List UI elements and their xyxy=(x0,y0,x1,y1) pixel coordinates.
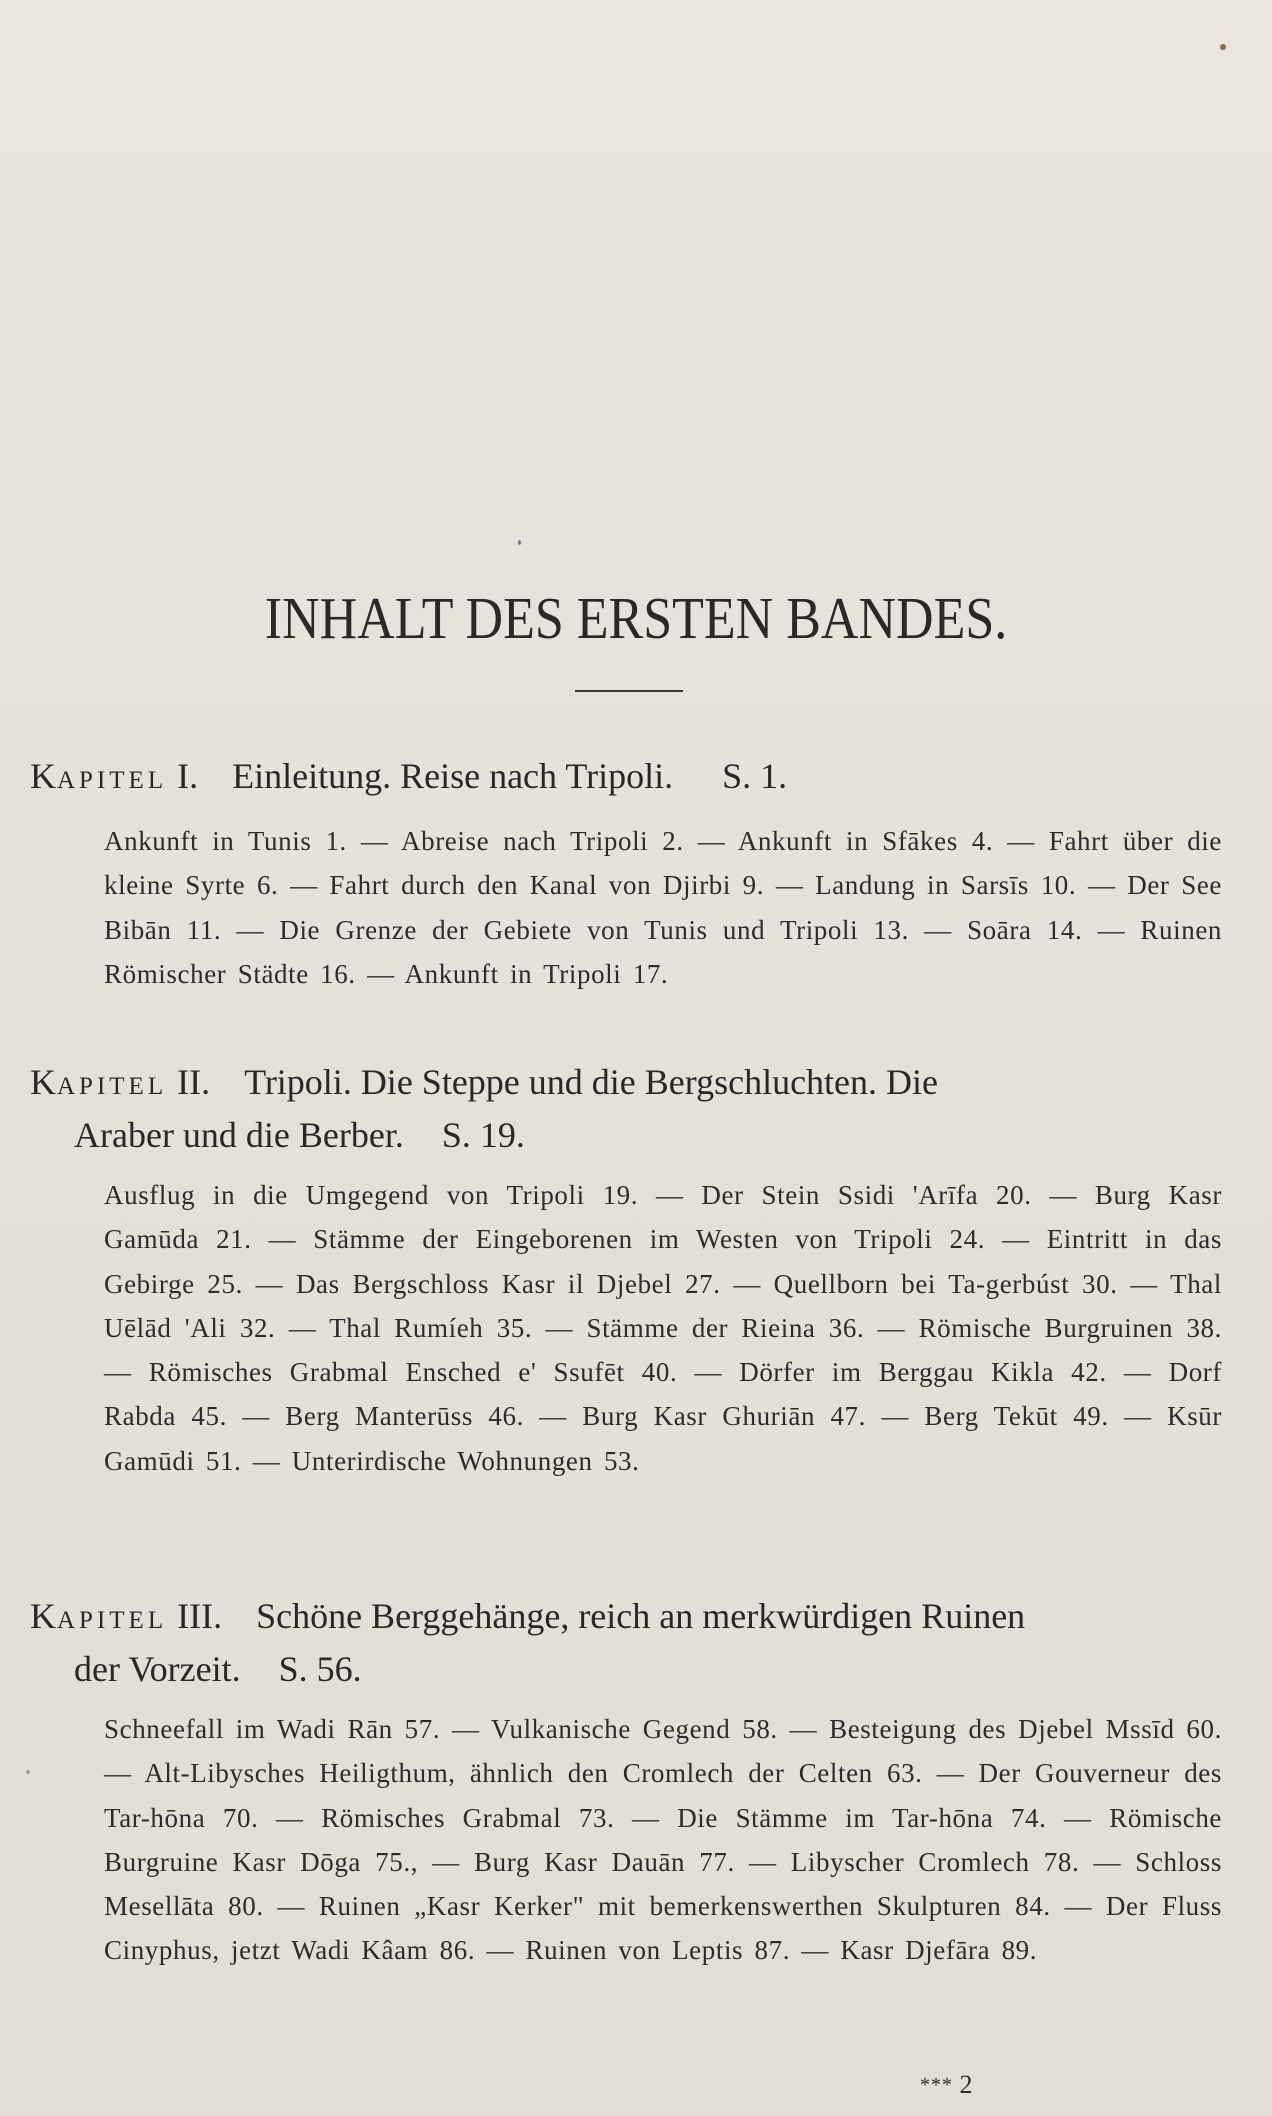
kapitel-label: KAPITEL xyxy=(30,1596,168,1636)
chapter-number: II. xyxy=(177,1062,211,1102)
chapter-page-ref: S. 56. xyxy=(278,1649,362,1689)
chapter-title-continued: Araber und die Berber. xyxy=(74,1115,404,1155)
chapter-summary: Schneefall im Wadi Rān 57. — Vulkanische Gegend 58. — Besteigung des Djebel Mssīd 60. — Alt-Libysches Heiligthum, ähnlich den Cromlech der Celten 63. — Der Gouverneur des Tar-hōna 70. — Römisches Grabmal 73. — Die Stämme im Tar-hōna 74. — Römische Burgruine Kasr Dōga 75., — Burg Kasr Dauān 77. — Libyscher Cromlech 78. — Schloss Mesellāta 80. — Ruinen „Kasr Kerker" mit bemerkenswerthen Skulpturen 84. — Der Fluss Cinyphus, jetzt Wadi Kâam 86. — Ruinen von Leptis 87. — Kasr Djefāra 89. xyxy=(104,1714,1222,1966)
chapter-number: III. xyxy=(177,1596,223,1636)
chapter-2 xyxy=(30,1058,1222,1483)
chapter-summary: Ankunft in Tunis 1. — Abreise nach Tripoli 2. — Ankunft in Sfākes 4. — Fahrt über die kleine Syrte 6. — Fahrt durch den Kanal von Djirbi 9. — Landung in Sarsīs 10. — Der See Bibān 11. — Die Grenze der Gebiete von Tunis und Tripoli 13. — Soāra 14. — Ruinen Römischer Städte 16. — Ankunft in Tripoli 17. xyxy=(104,826,1222,989)
chapter-1 xyxy=(30,752,1222,996)
signature-mark xyxy=(920,2070,973,2100)
page-title: INHALT DES ERSTEN BANDES. xyxy=(264,586,1008,652)
chapter-title: Schöne Berggehänge, reich an merkwürdigen Ruinen xyxy=(256,1596,1026,1636)
chapter-heading xyxy=(30,752,1222,805)
chapter-number: I. xyxy=(177,756,199,796)
chapter-title: Einleitung. Reise nach Tripoli. xyxy=(232,756,674,796)
chapter-heading xyxy=(30,1592,1222,1693)
chapter-title-continued: der Vorzeit. xyxy=(74,1649,241,1689)
chapter-page-ref: S. 1. xyxy=(722,756,788,796)
signature-asterisks: *** xyxy=(920,2074,953,2096)
kapitel-label: KAPITEL xyxy=(30,1062,168,1102)
signature-number: 2 xyxy=(959,2070,973,2099)
chapter-page-ref: S. 19. xyxy=(441,1115,525,1155)
chapter-title: Tripoli. Die Steppe und die Bergschluchten. Die xyxy=(244,1062,939,1102)
paper-speck xyxy=(518,540,521,545)
kapitel-label: KAPITEL xyxy=(30,756,168,796)
chapter-summary: Ausflug in die Umgegend von Tripoli 19. — Der Stein Ssidi 'Arīfa 20. — Burg Kasr Gamūda 21. — Stämme der Eingeborenen im Westen von Tripoli 24. — Eintritt in das Gebirge 25. — Das Bergschloss Kasr il Djebel 27. — Quellborn bei Ta-gerbúst 30. — Thal Uēlād 'Ali 32. — Thal Rumíeh 35. — Stämme der Rieina 36. — Römische Burgruinen 38. — Römisches Grabmal Ensched e' Ssufēt 40. — Dörfer im Berggau Kikla 42. — Dorf Rabda 45. — Berg Manterūss 46. — Burg Kasr Ghuriān 47. — Berg Tekūt 49. — Ksūr Gamūdi 51. — Unterirdische Wohnungen 53. xyxy=(104,1180,1222,1476)
title-divider xyxy=(575,690,683,692)
paper-speck xyxy=(1220,44,1226,50)
chapter-heading xyxy=(30,1058,1222,1159)
chapter-3 xyxy=(30,1592,1222,1973)
